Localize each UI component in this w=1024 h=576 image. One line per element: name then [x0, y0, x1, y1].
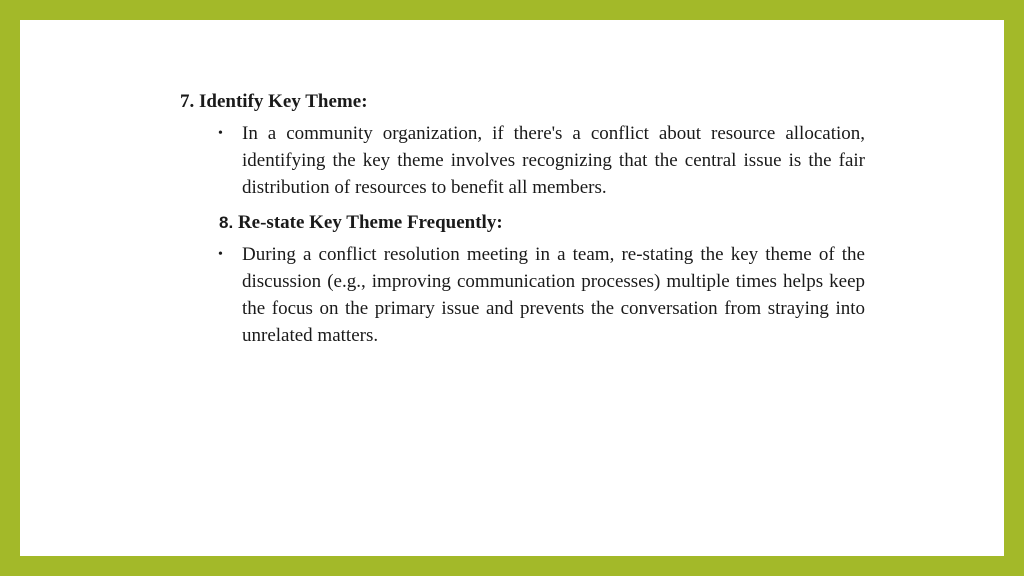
section-7-text: In a community organization, if there's a conflict about resource allocation, identifying the key theme involves recognizing that the central issue is the fair distribution of resources to benefit all members. [242, 123, 865, 198]
section-8-bullet-item [218, 241, 865, 349]
bullet-icon: • [218, 247, 223, 262]
slide-content [180, 90, 865, 359]
section-8-number: 8. [219, 213, 234, 232]
slide [20, 20, 1004, 556]
bullet-icon: • [218, 126, 223, 141]
section-8-heading [219, 211, 904, 235]
section-7-heading: 7. Identify Key Theme: [180, 91, 368, 112]
section-8-title: Re-state Key Theme Frequently: [233, 212, 503, 233]
section-7-bullet-item [218, 120, 865, 201]
section-8-text: During a conflict resolution meeting in a team, re-stating the key theme of the discussion (e.g., improving communication processes) multiple times helps keep the focus on the primary issue and prevents the conversation from straying into unrelated matters. [242, 244, 865, 346]
